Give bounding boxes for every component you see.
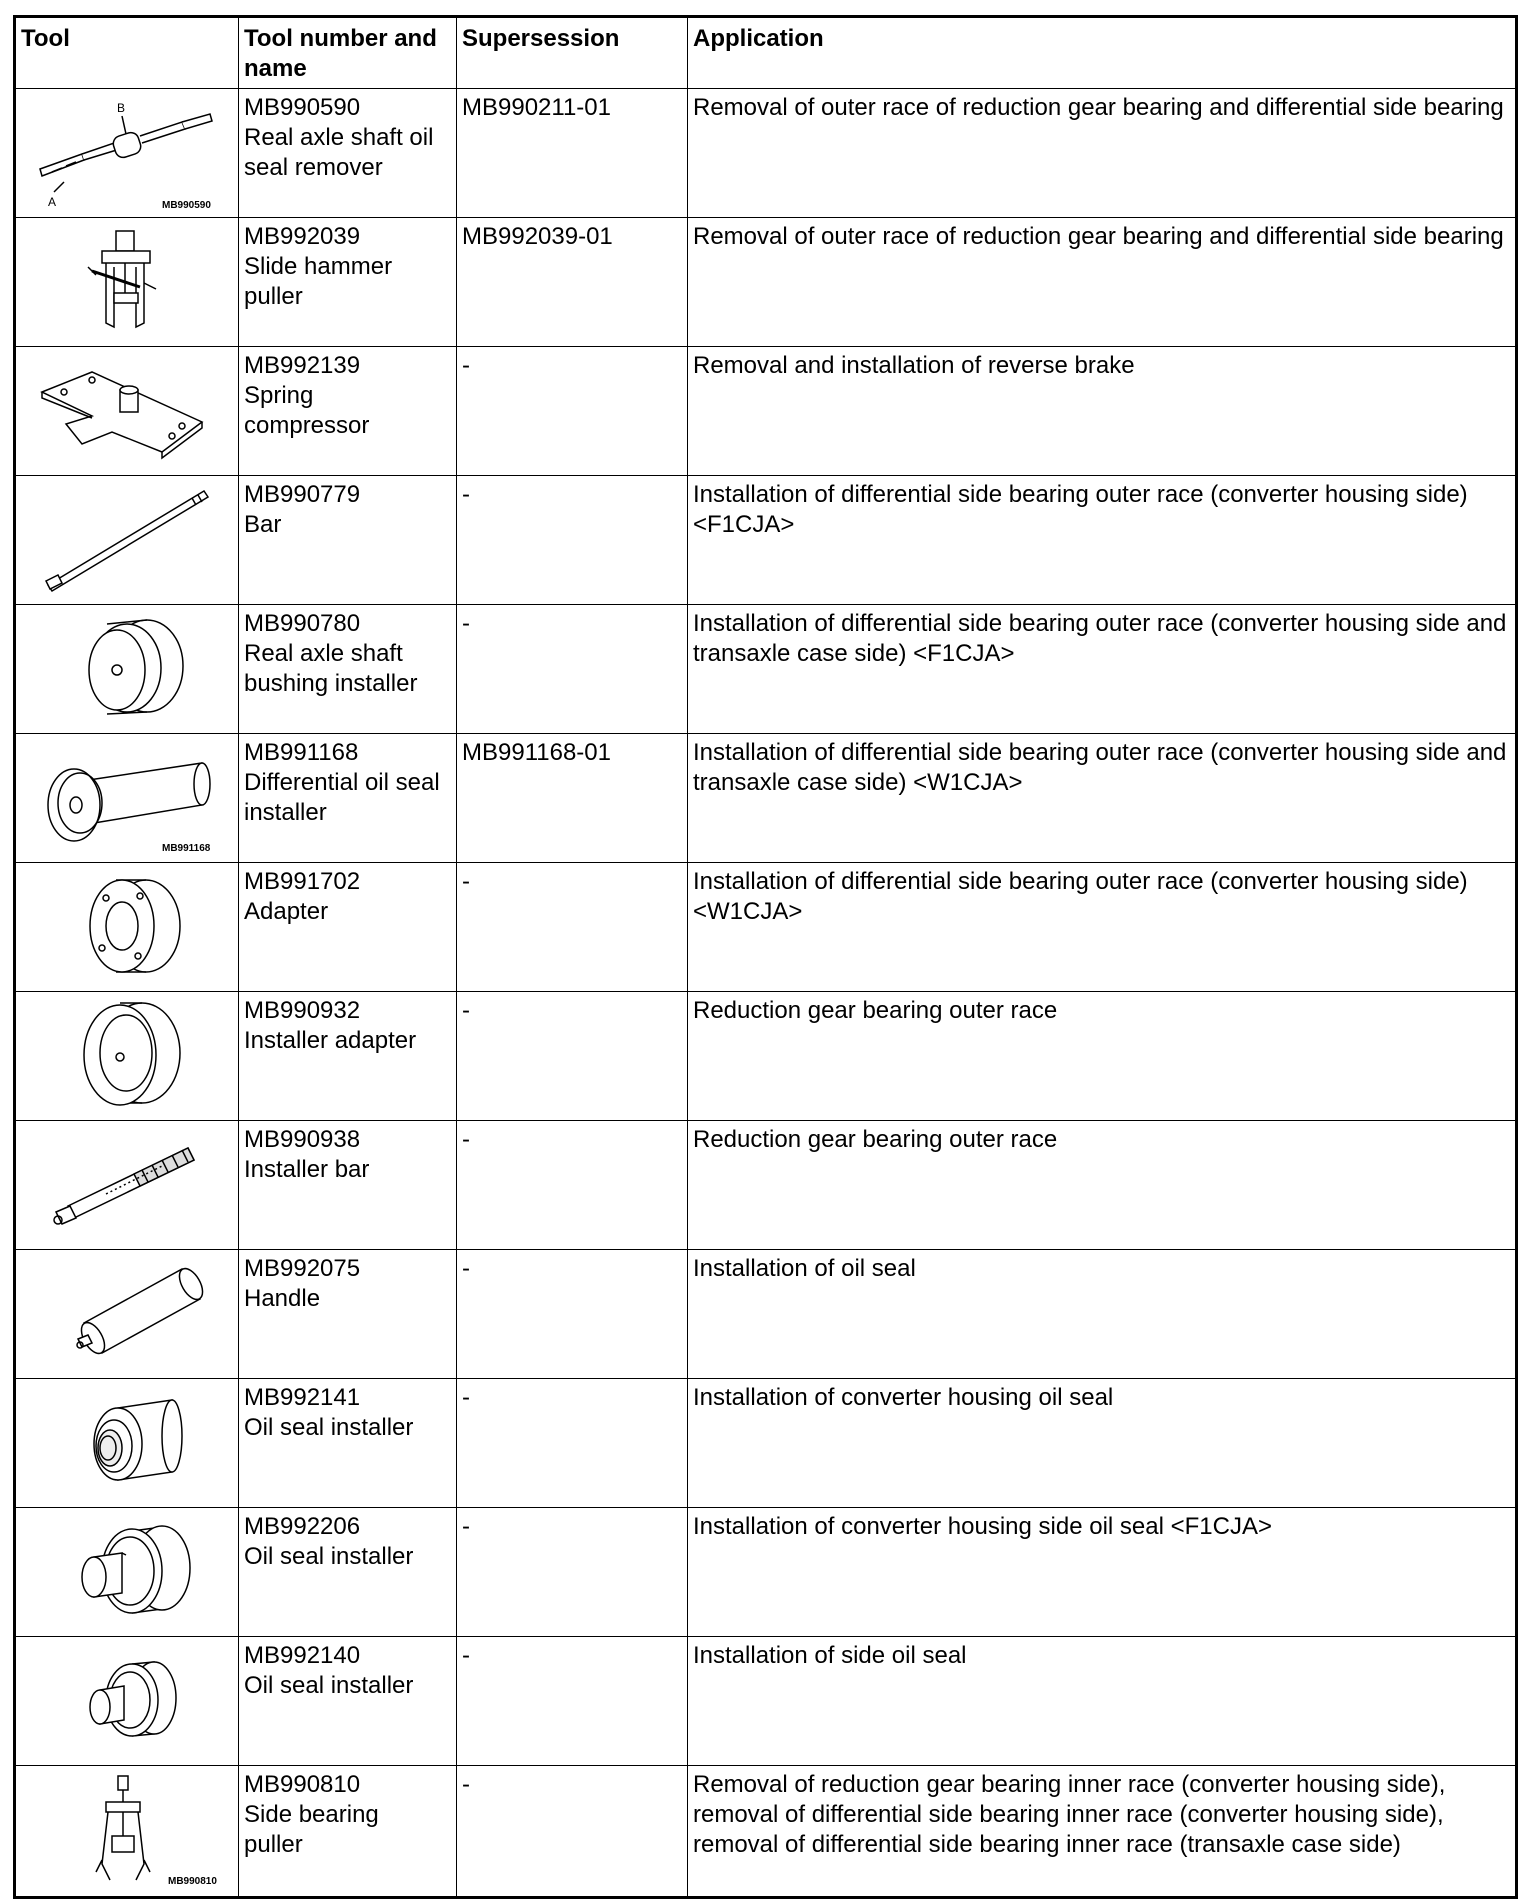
tool-name-line: Slide hammer xyxy=(244,253,393,280)
supersession-cell: - xyxy=(457,347,688,476)
tool-figure-cell xyxy=(15,1637,239,1766)
installer-adapter-disc-icon xyxy=(22,997,232,1115)
supersession-cell: - xyxy=(457,1379,688,1508)
seal-installer-cup-icon xyxy=(22,1384,232,1502)
tool-name-line: Differential oil seal xyxy=(244,769,440,796)
figure-label: MB990810 xyxy=(168,1876,217,1887)
tool-figure-cell xyxy=(15,992,239,1121)
slide-hammer-shaft-icon xyxy=(22,94,232,212)
tool-name-line: Bar xyxy=(244,511,282,538)
tool-number: MB990938 xyxy=(244,1126,361,1153)
application-cell: Installation of differential side bearing outer race (converter housing side) <F1CJA> xyxy=(688,476,1517,605)
callout-b: B xyxy=(117,101,126,115)
table-row xyxy=(15,1637,1517,1766)
tool-number: MB991168 xyxy=(244,739,359,766)
figure-label: MB991168 xyxy=(162,843,211,854)
tool-figure-cell xyxy=(15,1508,239,1637)
table-row xyxy=(15,734,1517,863)
tool-figure-cell xyxy=(15,1121,239,1250)
application-cell: Removal and installation of reverse brake xyxy=(688,347,1517,476)
tool-name-line: puller xyxy=(244,1831,303,1858)
application-cell: Reduction gear bearing outer race xyxy=(688,1121,1517,1250)
supersession-cell: MB992039-01 xyxy=(457,218,688,347)
tool-number-name-cell xyxy=(239,1766,457,1898)
supersession-cell: - xyxy=(457,992,688,1121)
table-row xyxy=(15,1250,1517,1379)
supersession-cell: - xyxy=(457,476,688,605)
tool-figure-cell xyxy=(15,734,239,863)
table-row xyxy=(15,476,1517,605)
spring-compressor-plate-icon xyxy=(22,352,232,470)
special-tools-table xyxy=(13,15,1518,1899)
tool-name-line: Real axle shaft oil xyxy=(244,124,434,151)
application-cell: Installation of converter housing side oil seal <F1CJA> xyxy=(688,1508,1517,1637)
header-application: Application xyxy=(688,17,1517,89)
table-row xyxy=(15,1121,1517,1250)
application-cell: Removal of reduction gear bearing inner race (converter housing side), removal of differential side bearing inner race (converter housing side), removal of differential side bearing inner race (transaxle case side) xyxy=(688,1766,1517,1898)
supersession-cell: - xyxy=(457,1250,688,1379)
tool-name-line: Installer bar xyxy=(244,1156,370,1183)
application-cell: Installation of side oil seal xyxy=(688,1637,1517,1766)
tool-number: MB992039 xyxy=(244,223,361,250)
knurled-bar-icon xyxy=(22,1126,232,1244)
tool-number-name-cell xyxy=(239,476,457,605)
supersession-cell: MB991168-01 xyxy=(457,734,688,863)
tool-number-name-cell xyxy=(239,1250,457,1379)
tool-figure-cell xyxy=(15,1766,239,1898)
tool-number-name-cell xyxy=(239,1637,457,1766)
header-tool-number-and-name: Tool number and name xyxy=(239,17,457,89)
supersession-cell: - xyxy=(457,1121,688,1250)
tool-name-line: Adapter xyxy=(244,898,329,925)
tool-number: MB990810 xyxy=(244,1771,361,1798)
application-cell: Installation of differential side bearing outer race (converter housing side and transaxle case side) <F1CJA> xyxy=(688,605,1517,734)
stepped-seal-installer-small-icon xyxy=(22,1642,232,1760)
tool-figure-cell xyxy=(15,863,239,992)
puller-icon xyxy=(22,223,232,341)
table-row xyxy=(15,218,1517,347)
tool-number-name-cell xyxy=(239,992,457,1121)
table-header-row xyxy=(15,17,1517,89)
tool-figure-cell xyxy=(15,218,239,347)
tool-name-line: bushing installer xyxy=(244,670,418,697)
table-row xyxy=(15,347,1517,476)
table-row xyxy=(15,863,1517,992)
application-cell: Installation of differential side bearing outer race (converter housing side and transaxle case side) <W1CJA> xyxy=(688,734,1517,863)
application-cell: Installation of oil seal xyxy=(688,1250,1517,1379)
tool-name-line: compressor xyxy=(244,412,370,439)
header-tool: Tool xyxy=(15,17,239,89)
handle-cylinder-icon xyxy=(22,1255,232,1373)
tool-number-name-cell xyxy=(239,1508,457,1637)
table-row xyxy=(15,89,1517,218)
supersession-cell: - xyxy=(457,605,688,734)
tool-number-name-cell xyxy=(239,347,457,476)
bar-icon xyxy=(22,481,232,599)
tool-number: MB992206 xyxy=(244,1513,361,1540)
tool-figure-cell xyxy=(15,605,239,734)
tool-name-line: Oil seal installer xyxy=(244,1672,414,1699)
stepped-seal-installer-icon xyxy=(22,1513,232,1631)
tool-figure-cell xyxy=(15,89,239,218)
tool-name-line: Oil seal installer xyxy=(244,1414,414,1441)
supersession-cell: - xyxy=(457,863,688,992)
tool-number-name-cell xyxy=(239,863,457,992)
tool-name-line: Spring xyxy=(244,382,314,409)
tool-number: MB990779 xyxy=(244,481,361,508)
tool-name-line: Handle xyxy=(244,1285,321,1312)
tool-number-name-cell xyxy=(239,89,457,218)
tool-figure-cell xyxy=(15,476,239,605)
table-row xyxy=(15,1766,1517,1898)
application-cell: Reduction gear bearing outer race xyxy=(688,992,1517,1121)
supersession-cell: - xyxy=(457,1508,688,1637)
callout-a: A xyxy=(48,195,57,209)
tool-figure-cell xyxy=(15,1379,239,1508)
tool-number: MB992141 xyxy=(244,1384,361,1411)
tool-name-line: Side bearing xyxy=(244,1801,379,1828)
supersession-cell: MB990211-01 xyxy=(457,89,688,218)
figure-label: MB990590 xyxy=(162,200,211,211)
tool-name-line: seal remover xyxy=(244,154,383,181)
tool-number-name-cell xyxy=(239,1379,457,1508)
supersession-cell: - xyxy=(457,1766,688,1898)
tool-name-line: Real axle shaft xyxy=(244,640,403,667)
tool-name-line: puller xyxy=(244,283,303,310)
table-row xyxy=(15,605,1517,734)
table-row xyxy=(15,1379,1517,1508)
table-row xyxy=(15,1508,1517,1637)
tool-name-line: installer xyxy=(244,799,327,826)
table-row xyxy=(15,992,1517,1121)
tool-number: MB991702 xyxy=(244,868,361,895)
application-cell: Removal of outer race of reduction gear bearing and differential side bearing xyxy=(688,89,1517,218)
tool-number-name-cell xyxy=(239,605,457,734)
tool-number: MB992139 xyxy=(244,352,361,379)
bushing-installer-disc-icon xyxy=(22,610,232,728)
application-cell: Installation of differential side bearing outer race (converter housing side) <W1CJA> xyxy=(688,863,1517,992)
tool-number: MB990590 xyxy=(244,94,361,121)
tool-number-name-cell xyxy=(239,734,457,863)
oil-seal-installer-icon xyxy=(22,739,232,857)
application-cell: Installation of converter housing oil seal xyxy=(688,1379,1517,1508)
adapter-ring-icon xyxy=(22,868,232,986)
tool-number: MB992140 xyxy=(244,1642,361,1669)
tool-name-line: Oil seal installer xyxy=(244,1543,414,1570)
tool-name-line: Installer adapter xyxy=(244,1027,417,1054)
tool-figure-cell xyxy=(15,1250,239,1379)
supersession-cell: - xyxy=(457,1637,688,1766)
tool-number: MB990932 xyxy=(244,997,361,1024)
header-supersession: Supersession xyxy=(457,17,688,89)
tool-number-name-cell xyxy=(239,218,457,347)
tool-number: MB990780 xyxy=(244,610,361,637)
side-bearing-puller-icon xyxy=(22,1772,232,1890)
tool-number: MB992075 xyxy=(244,1255,361,1282)
application-cell: Removal of outer race of reduction gear bearing and differential side bearing xyxy=(688,218,1517,347)
tool-figure-cell xyxy=(15,347,239,476)
tool-number-name-cell xyxy=(239,1121,457,1250)
